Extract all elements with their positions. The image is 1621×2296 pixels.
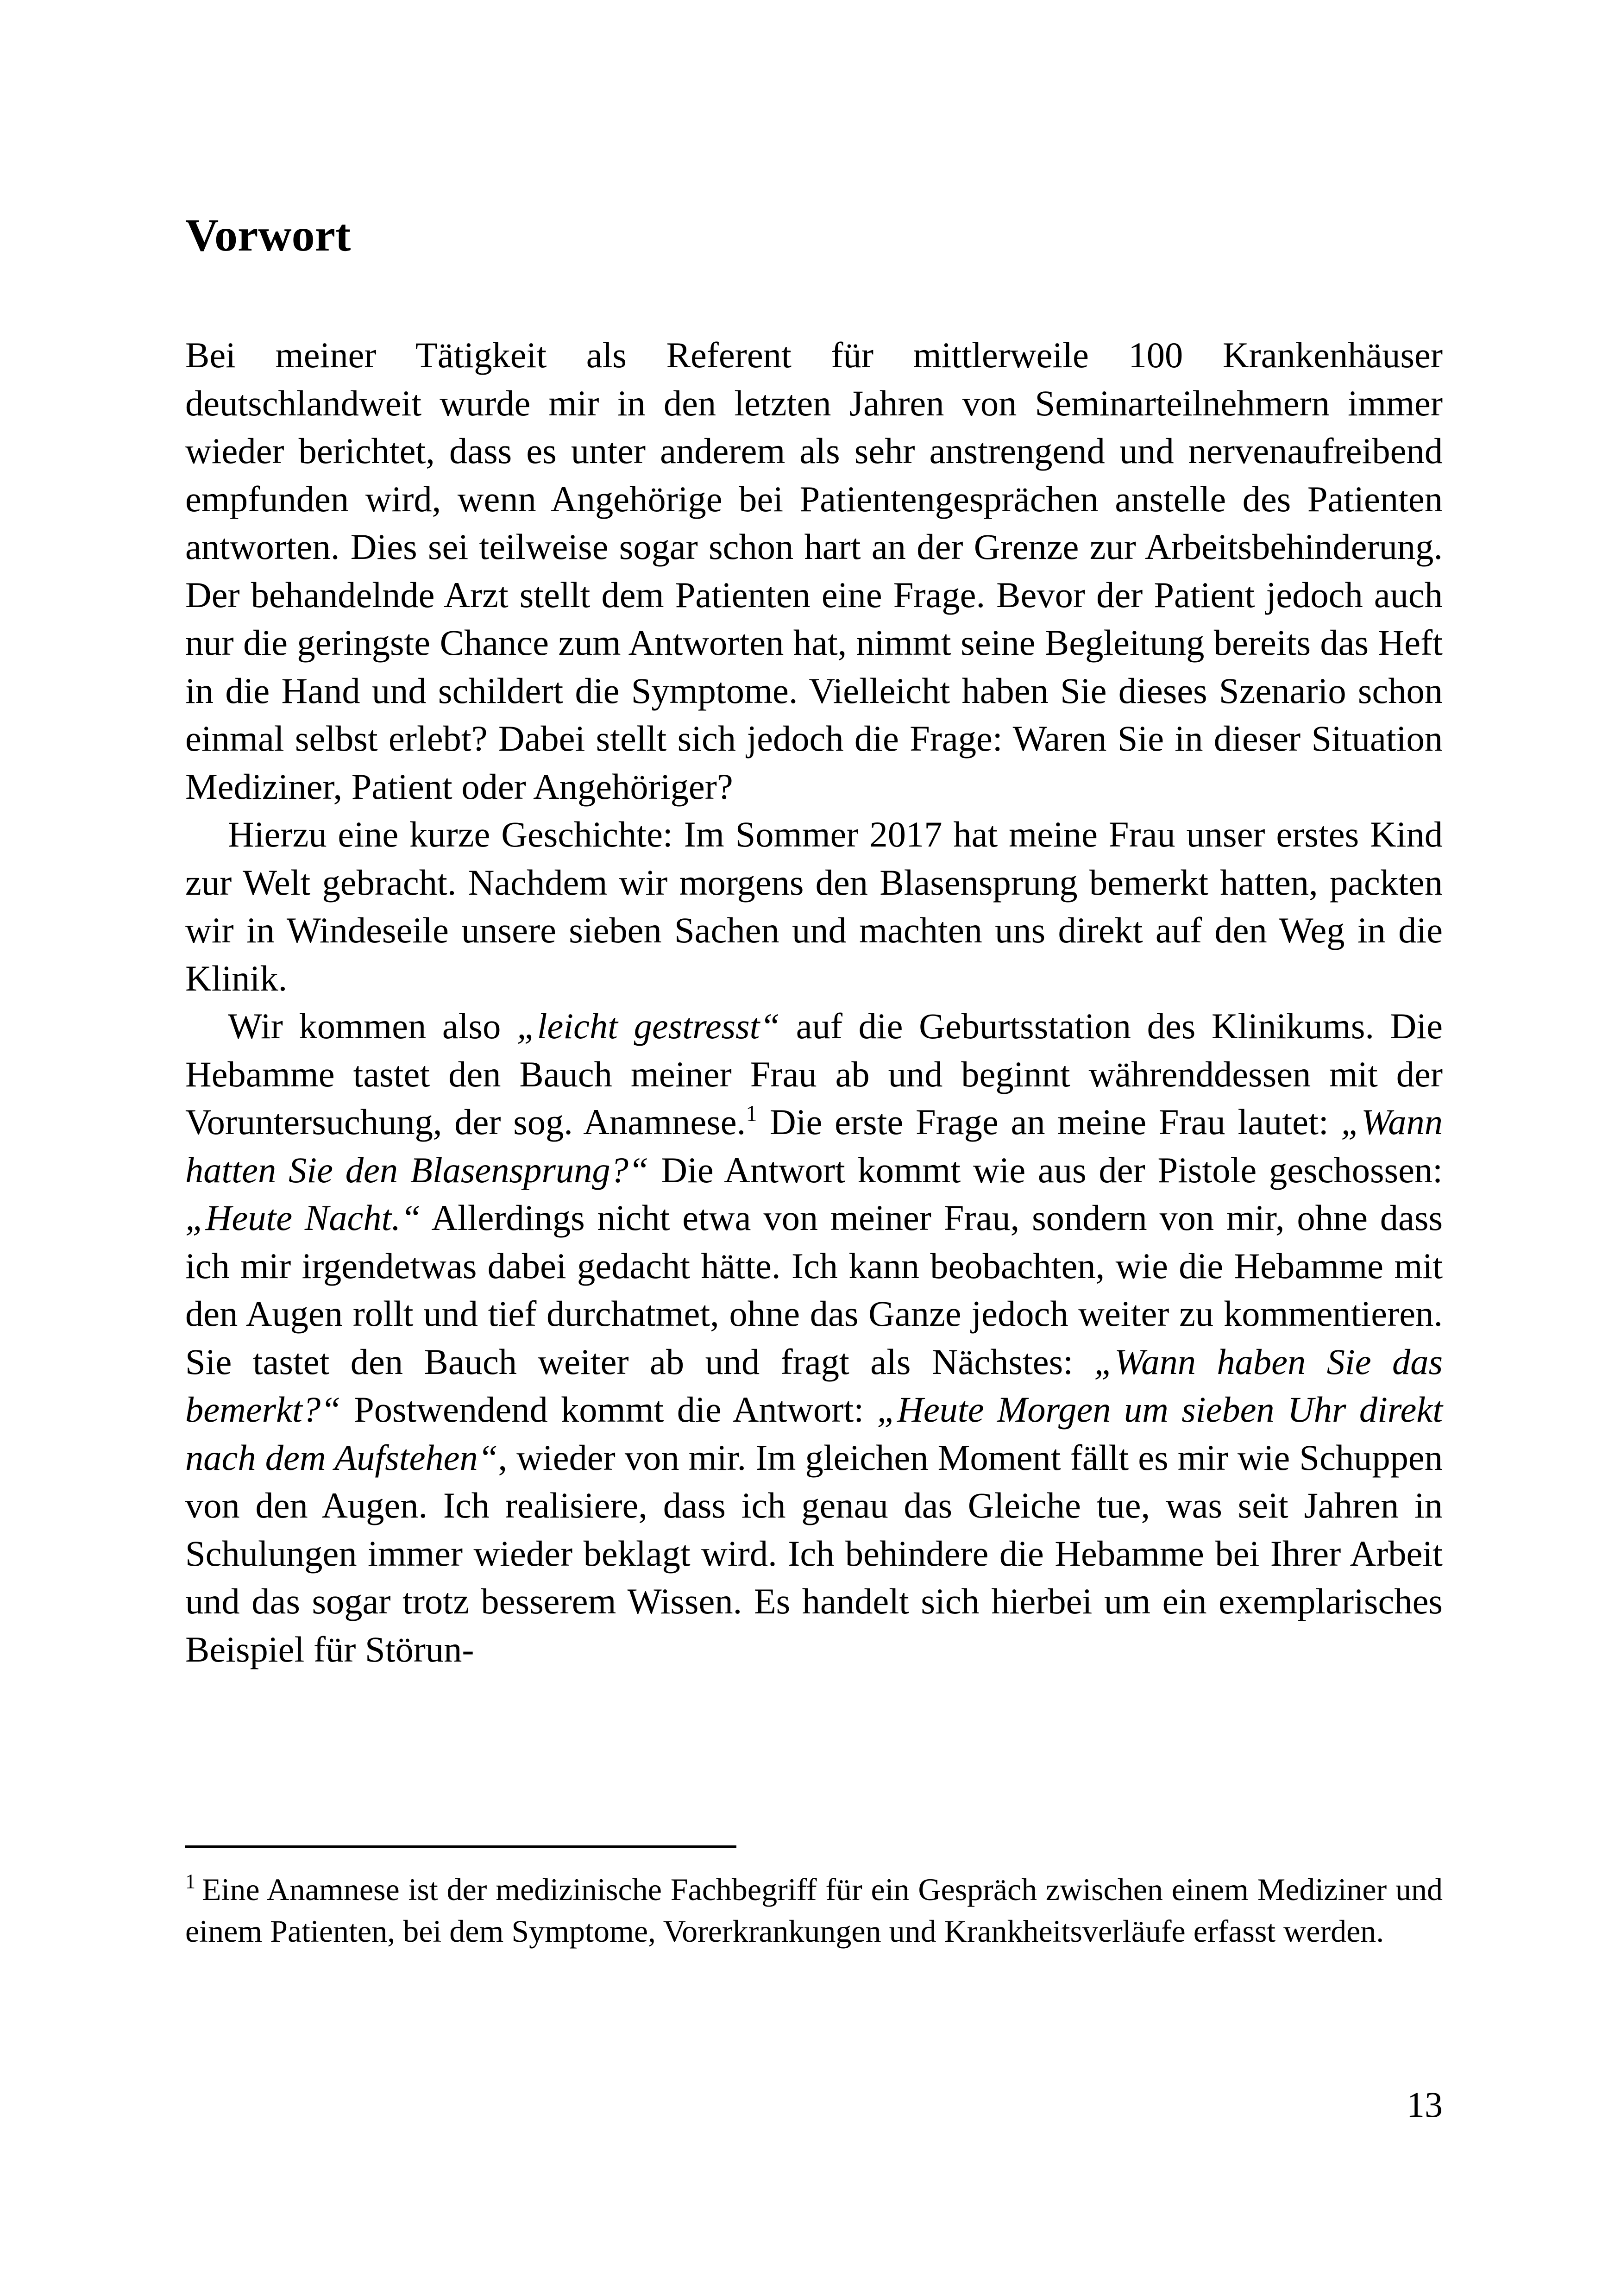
body-text	[185, 331, 1443, 1673]
footnote	[185, 1869, 1443, 1952]
page-number: 13	[1407, 2084, 1443, 2125]
chapter-title: Vorwort	[185, 209, 351, 261]
quote-blasensprung-question: „Wann hatten Sie den Blasensprung?“	[185, 1102, 1443, 1190]
quote-heute-nacht: „Heute Nacht.“	[185, 1198, 421, 1238]
footnote-divider	[185, 1845, 736, 1848]
quote-bemerkt-question: „Wann haben Sie das bemerkt?“	[185, 1341, 1443, 1430]
footnote-reference[interactable]: 1	[746, 1100, 758, 1126]
p3-text-7: , wieder von mir. Im gleichen Moment fällt es mir wie Schuppen von den Augen. Ich realisiere, dass ich genau das Gleiche tue, was seit Jahren in Schulungen immer wieder beklagt wird. Ich behindere die Hebamme bei Ihrer Arbeit und das sogar trotz besserem Wissen. Es handelt sich hierbei um ein exemplarisches Beispiel für Störun-	[185, 1437, 1443, 1669]
paragraph-1: Bei meiner Tätigkeit als Referent für mittlerweile 100 Krankenhäuser deutschlandweit wurde mir in den letzten Jahren von Seminarteilnehmern immer wieder berichtet, dass es unter anderem als sehr anstrengend und nervenaufreibend empfunden wird, wenn Angehörige bei Patientengesprächen anstelle des Patienten antworten. Dies sei teilweise sogar schon hart an der Grenze zur Arbeitsbehinderung. Der behandelnde Arzt stellt dem Patienten eine Frage. Bevor der Patient jedoch auch nur die geringste Chance zum Antworten hat, nimmt seine Begleitung bereits das Heft in die Hand und schildert die Symptome. Vielleicht haben Sie dieses Szenario schon einmal selbst erlebt? Dabei stellt sich jedoch die Frage: Waren Sie in dieser Situation Mediziner, Patient oder Angehöriger?	[185, 335, 1443, 807]
p3-text-4: Die Antwort kommt wie aus der Pistole geschossen:	[648, 1149, 1443, 1190]
p3-text-2: auf die Geburtsstation des Klinikums. Die Hebamme tastet den Bauch meiner Frau ab und beginnt währenddessen mit der Voruntersuchung, der sog. Anamnese.	[185, 1006, 1443, 1142]
paragraph-3	[185, 1002, 1443, 1673]
footnote-mark: 1	[185, 1870, 195, 1893]
quote-leicht-gestresst: „leicht gestresst“	[516, 1006, 780, 1046]
paragraph-2: Hierzu eine kurze Geschichte: Im Sommer 2017 hat meine Frau unser erstes Kind zur Welt gebracht. Nachdem wir morgens den Blasensprung bemerkt hatten, packten wir in Windeseile unsere sieben Sachen und machten uns direkt auf den Weg in die Klinik.	[185, 814, 1443, 998]
p3-text-1: Wir kommen also	[228, 1006, 517, 1046]
p3-text-6: Postwendend kommt die Antwort:	[340, 1389, 877, 1430]
p3-text-5: Allerdings nicht etwa von meiner Frau, sondern von mir, ohne dass ich mir irgendetwas dabei gedacht hätte. Ich kann beobachten, wie die Hebamme mit den Augen rollt und tief durchatmet, ohne das Ganze jedoch weiter zu kommentieren. Sie tastet den Bauch weiter ab und fragt als Nächstes:	[185, 1198, 1443, 1382]
p3-text-3: Die erste Frage an meine Frau lautet:	[757, 1102, 1341, 1142]
quote-heute-morgen: „Heute Morgen um sieben Uhr direkt nach dem Aufstehen“	[185, 1389, 1443, 1478]
footnote-text: Eine Anamnese ist der medizinische Fachbegriff für ein Gespräch zwischen einem Mediziner und einem Patienten, bei dem Symptome, Vorerkrankungen und Krankheitsverläufe erfasst werden.	[185, 1872, 1443, 1949]
